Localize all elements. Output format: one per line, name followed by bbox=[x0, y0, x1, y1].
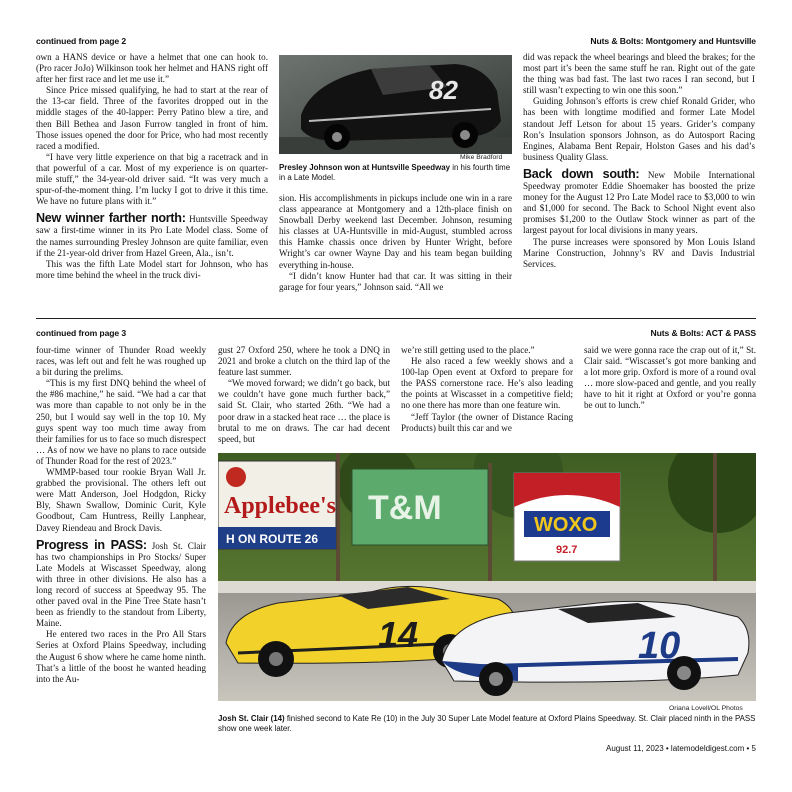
race-cars-illustration bbox=[218, 453, 756, 701]
photo-caption-bottom bbox=[218, 714, 756, 734]
race-car-82-illustration bbox=[279, 55, 512, 154]
page-footer: August 11, 2023 • latemodeldigest.com • 5 bbox=[606, 744, 756, 753]
paragraph: “Jeff Taylor (the owner of Distance Racing Products) built this car and we bbox=[401, 411, 573, 433]
woxo-sign-frequency: 92.7 bbox=[556, 544, 578, 556]
tm-sign-text: T&M bbox=[368, 489, 442, 527]
car-number-14: 14 bbox=[378, 614, 419, 655]
paragraph: four-time winner of Thunder Road weekly races, was left out and felt he was roughed up a bit during the prelims. bbox=[36, 345, 206, 378]
caption-text: in his fourth time in a Late Model. bbox=[279, 163, 511, 182]
subhead-text: Josh St. Clair has two championships in Pro Stocks/ Super Late Models at Wiscasset Speedway, along with three in other divisions. He also has a long record of success at Speedway 95. The other paved oval in the Pine Tree State hasn’t been as friendly to the standout from Liberty, Maine. bbox=[36, 540, 206, 629]
bottom-column-2 bbox=[218, 345, 390, 445]
paragraph: This was the fifth Late Model start for Johnson, who has more time behind the wheel in the truck divi- bbox=[36, 258, 268, 280]
subhead-paragraph bbox=[36, 537, 206, 630]
bottom-column-4 bbox=[584, 345, 756, 412]
subhead-paragraph bbox=[36, 213, 268, 258]
section-divider bbox=[36, 318, 756, 319]
paragraph: Guiding Johnson’s efforts is crew chief Ronald Grider, who has been with longtime modified and former Late Model standout Jeff Letson for about 15 years. Grider’s company Ron’s Insulation sponsors Johnson, as do Autosport Racing Engines, Alabama Bent Repair, Holston Gases and his dad’s business Quality Glass. bbox=[523, 96, 755, 162]
paragraph: “I have very little experience on that big a racetrack and in that powerful of a car. Most of my experience is on quarter-mile stuff,” the 34-year-old driver said. “It was very much a spur-of-the-moment thing. I’m lucky I got to drive it this time. We have no future plans with it.” bbox=[36, 151, 268, 207]
applebees-sign-text: Applebee's bbox=[224, 493, 337, 519]
top-column-2 bbox=[279, 193, 512, 293]
bottom-column-3 bbox=[401, 345, 573, 434]
race-car-photo-82 bbox=[279, 55, 512, 154]
section-title-bottom: Nuts & Bolts: ACT & PASS bbox=[650, 328, 756, 338]
race-photo-14-and-10 bbox=[218, 453, 756, 701]
paragraph: sion. His accomplishments in pickups include one win in a rare class appearance at Montgomery and a 12th-place finish on Snowball Derby weekend last December. Johnson, resuming his classes at UA-Huntsville in mid-August, stumbled across this Hamke chassis once driven by Hunter Wright, before Wright’s car owner Wayne Day and his team began building everything in-house. bbox=[279, 193, 512, 270]
top-column-1 bbox=[36, 52, 268, 281]
bottom-column-1 bbox=[36, 345, 206, 685]
subhead-text: Huntsville Speedway saw a first-time winner in its Pro Late Model class. Some of the names surrounding Presley Johnson are quite familiar, even if the 21-year-old driver from Hazel Green, Ala., isn’t. bbox=[36, 214, 268, 258]
paragraph: “This is my first DNQ behind the wheel of the #86 machine,” he said. “We had a car that was more than capable to not only be in the 250, but I would say well in the top 10. My guys spent way too much time away from their families for us to face so much disrespect … As of now we have no plans to race outside of Thunder Road for the rest of 2023.” bbox=[36, 378, 206, 466]
paragraph: own a HANS device or have a helmet that one can hook to. (Pro racer JoJo) Wilkinson took her helmet and HANS right off after her first race and let me use it.” bbox=[36, 52, 268, 85]
paragraph: said we were gonna race the crap out of it,” St. Clair said. “Wiscasset’s got more banking and a lot more grip. Oxford is more of a round oval … more slow-paced and gentle, and you really have to hit it right at Oxford or you’re gonna be out to lunch.” bbox=[584, 345, 756, 411]
subhead-paragraph bbox=[523, 166, 755, 237]
paragraph: we’re still getting used to the place.” bbox=[401, 345, 535, 355]
applebees-sign-subtext: H ON ROUTE 26 bbox=[226, 532, 319, 546]
subhead-text: New Mobile International Speedway promoter Eddie Shoemaker has boosted the prize money for the August 12 Pro Late Model race to $3,000 to win and $1,000 for second. The Back to School Night event also promises $1,200 to the Outlaw Stock winner as part of the largest payout for local divisions in many years. bbox=[523, 169, 755, 236]
paragraph: WMMP-based tour rookie Bryan Wall Jr. grabbed the provisional. The others left out were Matt Anderson, Joel Hodgdon, Ricky Bly, Shawn Swallow, Dominic Curit, Kyle Goodbout, Cam Huntress, Reilly Lanphear, Davey Riendeau and Brock Davis. bbox=[36, 467, 206, 533]
subhead: Back down south: bbox=[523, 166, 640, 181]
paragraph: “We moved forward; we didn’t go back, but we couldn’t have gone much further back,” said St. Clair, who started 26th. “We had a poor draw in a stacked heat race … the place is brutal to me on draws. The car had decent speed, but bbox=[218, 378, 390, 444]
continued-label-top: continued from page 2 bbox=[36, 36, 127, 46]
photo-caption-top bbox=[279, 163, 512, 183]
paragraph: did was repack the wheel bearings and bleed the brakes; for the most part it’s been the same stuff he ran. Right out of the gate the thing was bad fast. The last two races I ran second, but I still wasn’t expecting to win one this soon.” bbox=[523, 52, 755, 96]
paragraph: He entered two races in the Pro All Stars Series at Oxford Plains Speedway, including the August 6 show where he came home ninth. That’s a little of the boost he wanted heading into the Au- bbox=[36, 629, 206, 684]
photo-credit-top: Mike Bradford bbox=[460, 154, 503, 161]
paragraph: Since Price missed qualifying, he had to start at the rear of the 13-car field. Three of the favorites dropped out in the middle stages of the 40-lapper: Perry Patino blew a tire, and then Bill Bethea and Jason Furrow tangled in front of him. Those issues opened the door for Price, who had most recently raced a modified. bbox=[36, 85, 268, 151]
caption-text: finished second to Kate Re (10) in the July 30 Super Late Model feature at Oxford Plains Speedway. St. Clair placed ninth in the PASS show one week later. bbox=[218, 714, 756, 733]
photo-credit-bottom: Oriana Lovell/OL Photos bbox=[669, 705, 743, 712]
car-number-10: 10 bbox=[638, 625, 681, 667]
subhead: New winner farther north: bbox=[36, 211, 186, 226]
continued-label-bottom: continued from page 3 bbox=[36, 328, 127, 338]
caption-bold: Josh St. Clair (14) bbox=[218, 714, 285, 723]
car-number-82: 82 bbox=[429, 75, 458, 105]
caption-bold: Presley Johnson won at Huntsville Speedway bbox=[279, 163, 451, 172]
paragraph: The purse increases were sponsored by Mon Louis Island Marine Construction, Johnny’s RV and Davis Industrial Services. bbox=[523, 236, 755, 269]
paragraph: He also raced a few weekly shows and a 100-lap Open event at Oxford to prepare for the PASS cornerstone race. He’s also leading the points at Wiscasset in a competitive field; no one there has more than one feature win. bbox=[401, 356, 573, 411]
woxo-sign-text: WOXO bbox=[534, 514, 598, 536]
paragraph: “I didn’t know Hunter had that car. It was sitting in their garage for four years,” Johnson said. “All we bbox=[279, 270, 512, 292]
paragraph: gust 27 Oxford 250, where he took a DNQ in 2021 and broke a clutch on the third lap of the feature last summer. bbox=[218, 345, 390, 378]
section-title-top: Nuts & Bolts: Montgomery and Huntsville bbox=[590, 36, 756, 46]
top-column-3 bbox=[523, 52, 755, 270]
subhead: Progress in PASS: bbox=[36, 537, 147, 552]
